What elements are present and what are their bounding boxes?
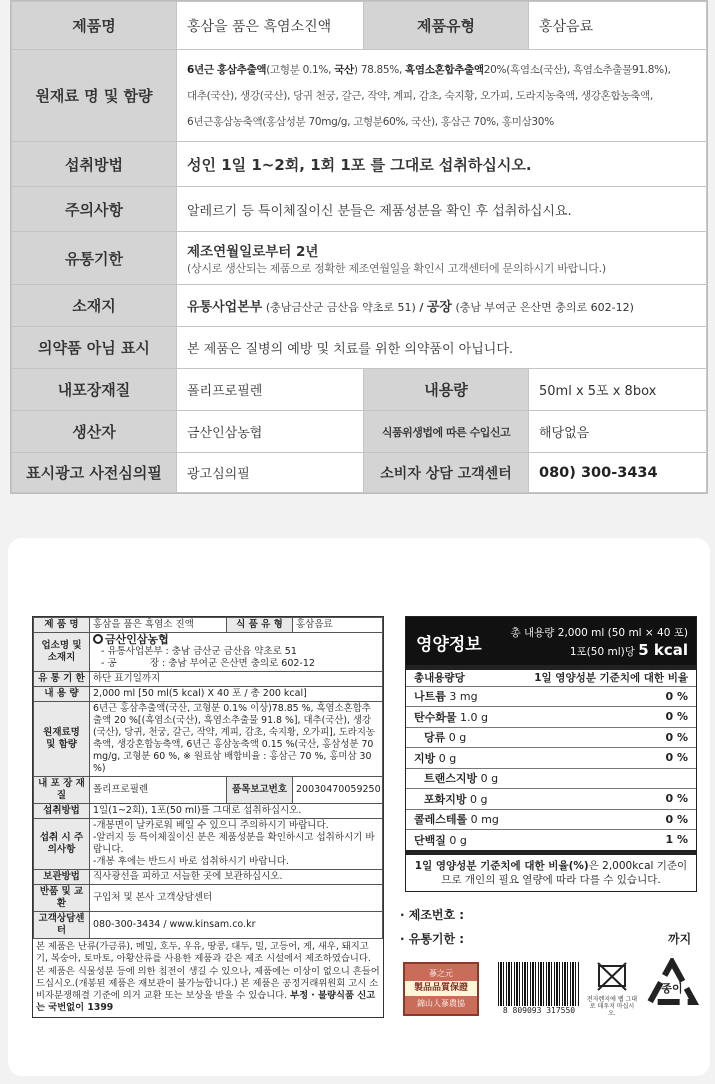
nutrition-row: 지방 0 g 0 % [406, 747, 696, 768]
mfg-number-label: · 제조번호 : [400, 908, 465, 922]
product-info-table [10, 0, 708, 494]
nutrition-row: 콜레스테롤 0 mg 0 % [406, 809, 696, 830]
lbl-report-value: 20030470059250 [293, 777, 383, 804]
nondrug-value: 본 제품은 질병의 예방 및 치료를 위한 의약품이 아닙니다. [177, 327, 707, 369]
nutrition-header-row: 총내용량당 1일 영양성분 기준치에 대한 비율 [406, 665, 696, 686]
no-microwave-icon: 전자렌지에 랩 그대로 데우지 마십시오. [586, 960, 638, 1018]
product-type-label: 제품유형 [364, 2, 529, 50]
lbl-store-key: 보관방법 [34, 870, 90, 885]
volume-label: 내용량 [364, 369, 529, 411]
lbl-company-value: 금산인삼농협 - 유통사업본부 : 충남 금산군 금산읍 약초로 51 - 공 장 : 충남 부여군 은산면 충의로 602-12 [90, 633, 383, 672]
ingredients-value: 6년근 홍삼추출액(고형분 0.1%, 국산) 78.85%, 흑염소혼합추출액20%(흑염소(국산), 흑염소추출물91.8%), 대추(국산), 생강(국산), 당귀 천궁, 갈근, 작약, 계피, 감초, 숙지황, 오가피, 도라지농축액, 생강혼합농축액, 6년근홍삼농축액(홍삼성분 70mg/g, 고형분60%, 국산), 홍삼근 70%, 홍미삼30% [177, 50, 707, 142]
nutrition-title: 영양정보 [416, 635, 482, 655]
cs-value: 080) 300-3434 [529, 453, 707, 493]
location-value: 유통사업본부 (충남금산군 금산읍 약초로 51) / 공장 (충남 부여군 은산면 충의로 602-12) [177, 285, 707, 327]
nutrition-row: 탄수화물 1.0 g 0 % [406, 706, 696, 727]
expiry-value: 제조연월일로부터 2년 (상시로 생산되는 제품으로 정확한 제조연월일을 확인시 고객센터에 문의하시기 바랍니다.) [177, 232, 707, 285]
lbl-cs-key: 고객상담센터 [34, 912, 90, 939]
nutrition-row: 포화지방 0 g 0 % [406, 788, 696, 809]
lbl-notice: 본 제품은 난류(가금류), 메밀, 호두, 우유, 땅콩, 대두, 밀, 고등어, 게, 새우, 돼지고기, 복숭아, 토마토, 아황산류를 사용한 제품과 같은 제조 시설에서 제조하였습니다. 본 제품은 식물성분 등에 의한 침전이 생길 수 있으나, 제품에는 이상이 없으니 흔들어 드십시오.(개봉된 제품은 재보관이 불가능합니다.) 본 제품은 공정거래위원회 고시 소비자분쟁해결 기준에 의거 교환 또는 보상을 받을 수 있습니다. 부정 · 불량식품 신고는 국번없이 1399 [36, 941, 380, 1014]
packaging-label: 내포장재질 [12, 369, 177, 411]
lbl-company-key: 업소명 및 소재지 [34, 633, 90, 672]
expiry-label: 유통기한 [12, 232, 177, 285]
paper-recycle-icon: 종이 [644, 958, 700, 1014]
product-name-value: 홍삼을 품은 흑염소진액 [177, 2, 364, 50]
nutrition-row: 단백질 0 g 1 % [406, 829, 696, 850]
barcode-icon: 8 809093 317550 [498, 962, 580, 1018]
ad-label: 표시광고 사전심의필 [12, 453, 177, 493]
location-label: 소재지 [12, 285, 177, 327]
nutrition-row: 트랜스지방 0 g [406, 768, 696, 789]
lbl-ing-key: 원재료명 및 함량 [34, 702, 90, 777]
packaging-value: 폴리프로필렌 [177, 369, 364, 411]
lbl-caution-key: 섭취 시 주의사항 [34, 819, 90, 870]
producer-value: 금산인삼농협 [177, 411, 364, 453]
lbl-return-key: 반품 및 교환 [34, 885, 90, 912]
import-label: 식품위생법에 따른 수입신고 [364, 411, 529, 453]
nutrition-per-serving: 1포(50 ml)당 5 kcal [569, 641, 688, 659]
lbl-type-key: 식 품 유 형 [227, 618, 293, 633]
quality-seal-icon: 蔘之元 製品品質保證 錦山人蔘農協 [403, 962, 479, 1016]
lbl-caution-value: -개봉면이 날카로워 베일 수 있으니 주의하시기 바랍니다. -알러지 등 특이체질이신 분은 제품성분을 확인하시고 섭취하시기 바랍니다. -개봉 후에는 반드시 바로 섭취하시기 바랍니다. [90, 819, 383, 870]
nutrition-total: 총 내용량 2,000 ml (50 ml × 40 포) [510, 627, 688, 639]
package-info-label [32, 616, 384, 1018]
nutrition-row: 당류 0 g 0 % [406, 727, 696, 748]
lbl-store-value: 직사광선을 피하고 서늘한 곳에 보관하십시오. [90, 870, 383, 885]
caution-label: 주의사항 [12, 187, 177, 232]
nondrug-label: 의약품 아님 표시 [12, 327, 177, 369]
lbl-exp-key: 유 통 기 한 [34, 672, 90, 687]
company-logo-icon [93, 634, 103, 644]
intake-value: 성인 1일 1~2회, 1회 1포 를 그대로 섭취하십시오. [177, 142, 707, 187]
product-type-value: 홍삼음료 [529, 2, 707, 50]
lbl-name-key: 제 품 명 [34, 618, 90, 633]
producer-label: 생산자 [12, 411, 177, 453]
nutrition-facts [405, 616, 697, 892]
lbl-vol-value: 2,000 ml [50 ml(5 kcal) X 40 포 / 총 200 kcal] [90, 687, 383, 702]
volume-value: 50ml x 5포 x 8box [529, 369, 707, 411]
lbl-exp-value: 하단 표기일까지 [90, 672, 383, 687]
expiry-date-label: · 유통기한 : [400, 932, 465, 946]
lbl-ing-value: 6년근 홍삼추출액(국산, 고형분 0.1% 이상)78.85 %, 흑염소혼합추출액 20 %[(흑염소(국산), 흑염소추출물 91.8 %], 대추(국산), 생강(국산), 당귀, 천궁, 갈근, 작약, 계피, 감초, 숙지황, 오가피], 도라지농축액, 생강혼합농축액, 6년근 홍삼농축액 0.15 %(국산, 홍삼성분 70 mg/g, 고형분 60 %, ※ 원료삼 배합비율 : 홍삼근 70 %, 홍미삼 30 %) [90, 702, 383, 777]
import-value: 해당없음 [529, 411, 707, 453]
expiry-suffix: 까지 [668, 932, 692, 946]
lbl-intake-value: 1일(1~2회), 1포(50 ml)를 그대로 섭취하십시오. [90, 804, 383, 819]
lbl-name-value: 홍삼을 품은 흑염소 진액 [90, 618, 227, 633]
lbl-vol-key: 내 용 량 [34, 687, 90, 702]
caution-value: 알레르기 등 특이체질이신 분들은 제품성분을 확인 후 섭취하십시요. [177, 187, 707, 232]
lbl-report-key: 품목보고번호 [227, 777, 293, 804]
lbl-pack-value: 폴리프로필렌 [90, 777, 227, 804]
cs-label: 소비자 상담 고객센터 [364, 453, 529, 493]
lbl-cs-value: 080-300-3434 / www.kinsam.co.kr [90, 912, 383, 939]
nutrition-row: 나트륨 3 mg 0 % [406, 686, 696, 707]
nutrition-footer: 1일 영양성분 기준치에 대한 비율(%)은 2,000kcal 기준이므로 개인의 필요 열량에 따라 다를 수 있습니다. [406, 850, 696, 891]
ingredients-label: 원재료 명 및 함량 [12, 50, 177, 142]
product-name-label: 제품명 [12, 2, 177, 50]
lbl-pack-key: 내 포 장 재 질 [34, 777, 90, 804]
ad-value: 광고심의필 [177, 453, 364, 493]
package-label-panel [8, 538, 710, 1076]
lbl-return-value: 구입처 및 본사 고객상담센터 [90, 885, 383, 912]
lbl-intake-key: 섭취방법 [34, 804, 90, 819]
intake-label: 섭취방법 [12, 142, 177, 187]
lbl-type-value: 홍삼음료 [293, 618, 383, 633]
